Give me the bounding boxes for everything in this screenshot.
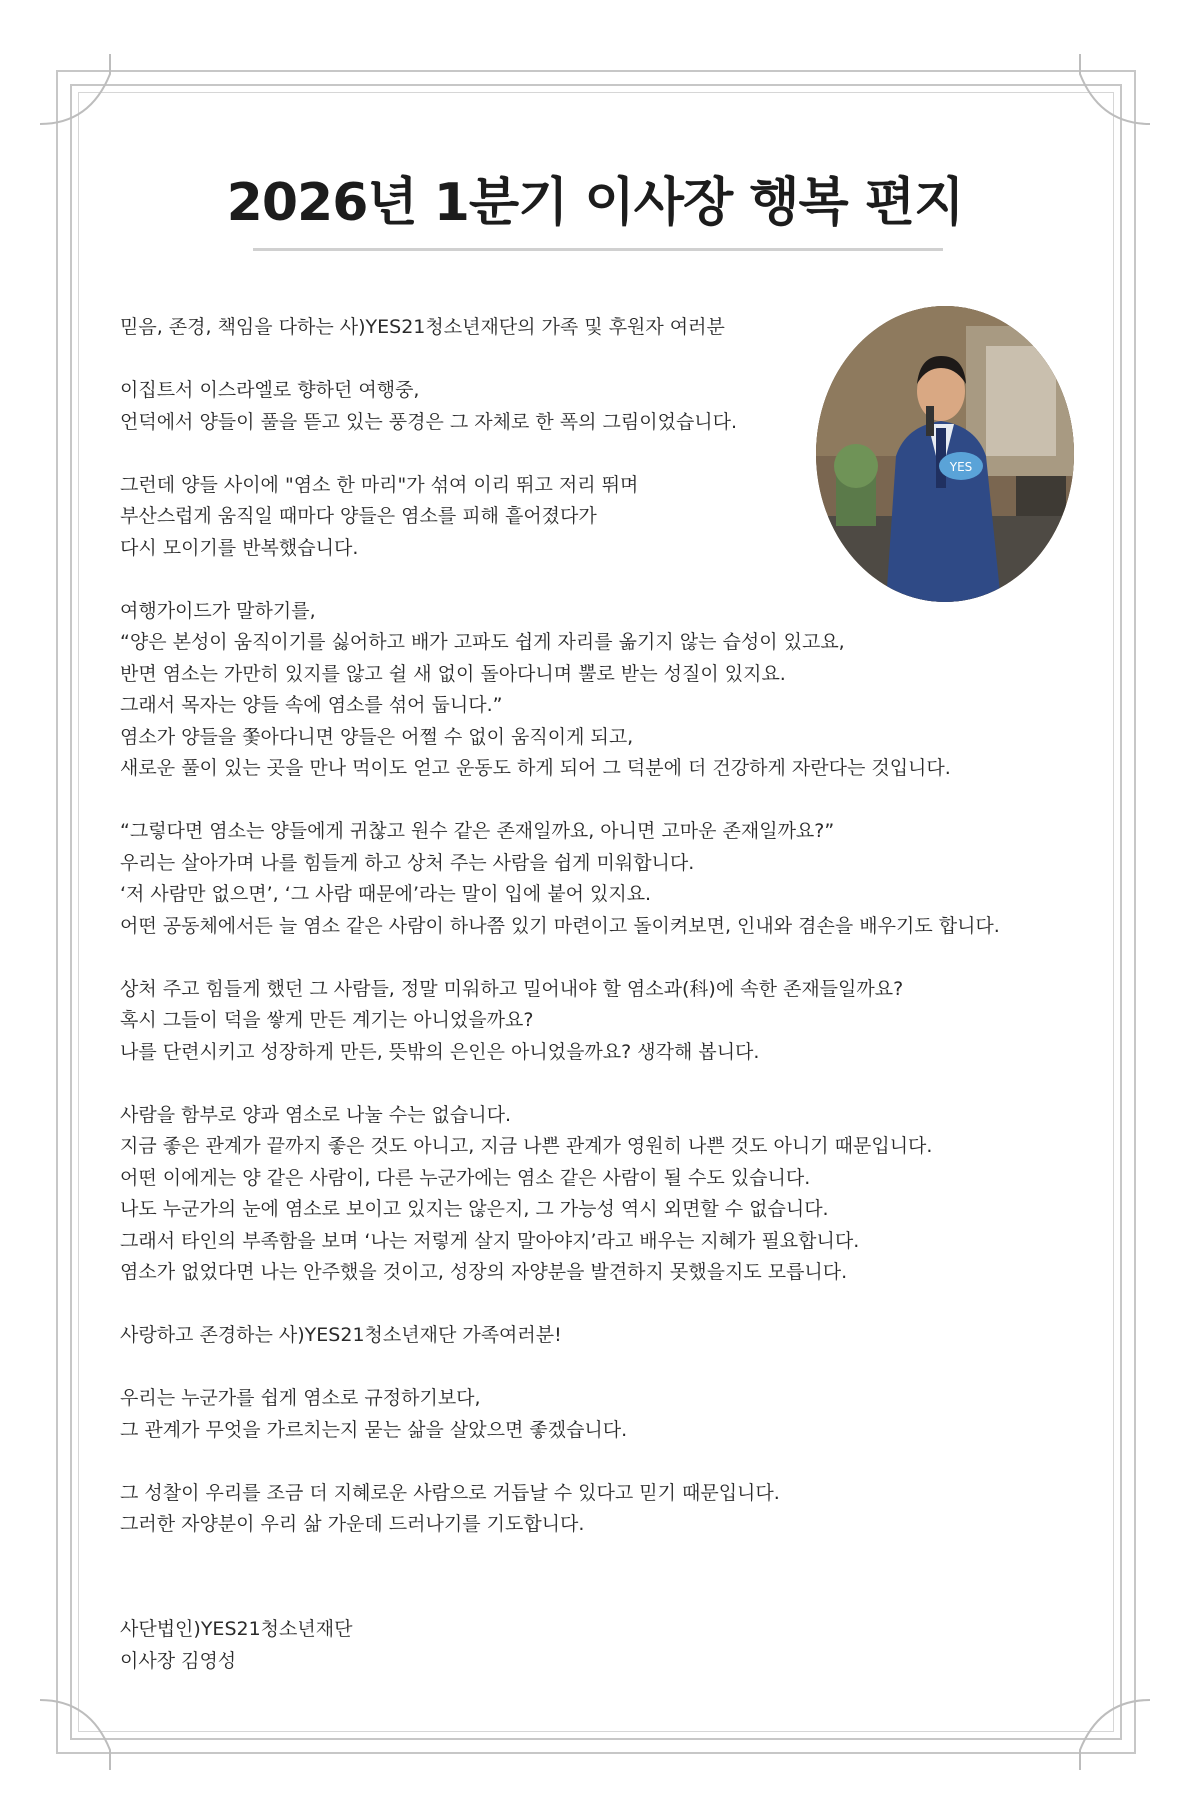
- corner-ornament-icon: [40, 1680, 130, 1770]
- letter-line: 어떤 공동체에서든 늘 염소 같은 사람이 하나쯤 있기 마련이고 돌이켜보면, 인내와 겸손을 배우기도 합니다.: [120, 914, 1000, 937]
- letter-line: 사람을 함부로 양과 염소로 나눌 수는 없습니다.: [120, 1103, 512, 1126]
- corner-ornament-icon: [1060, 1680, 1150, 1770]
- letter-line: 그런데 양들 사이에 "염소 한 마리"가 섞여 이리 뛰고 저리 뛰며: [120, 473, 639, 496]
- letter-paragraph: [120, 1478, 1080, 1541]
- signature-name: 이사장 김영성: [120, 1649, 237, 1672]
- letter-paragraph: [120, 470, 1080, 565]
- letter-paragraph: [120, 312, 1080, 344]
- letter-paragraph: [120, 375, 1080, 438]
- letter-paragraph: [120, 1100, 1080, 1289]
- letter-line: 사랑하고 존경하는 사)YES21청소년재단 가족여러분!: [120, 1324, 562, 1346]
- letter-body: [120, 312, 1080, 1572]
- letter-line: 그래서 목자는 양들 속에 염소를 섞어 둡니다.”: [120, 694, 503, 716]
- letter-line: 상처 주고 힘들게 했던 그 사람들, 정말 미워하고 밀어내야 할 염소과(科)에 속한 존재들일까요?: [120, 977, 904, 1000]
- letter-line: 반면 염소는 가만히 있지를 않고 쉴 새 없이 돌아다니며 뿔로 받는 성질이 있지요.: [120, 662, 786, 685]
- letter-line: 그러한 자양분이 우리 삶 가운데 드러나기를 기도합니다.: [120, 1513, 585, 1535]
- letter-line: 다시 모이기를 반복했습니다.: [120, 536, 359, 559]
- page-title: 2026년 1분기 이사장 행복 편지: [226, 173, 964, 233]
- letter-line: 우리는 살아가며 나를 힘들게 하고 상처 주는 사람을 쉽게 미워합니다.: [120, 851, 695, 874]
- letter-line: 새로운 풀이 있는 곳을 만나 먹이도 얻고 운동도 하게 되어 그 덕분에 더 건강하게 자란다는 것입니다.: [120, 757, 951, 779]
- letter-line: “그렇다면 염소는 양들에게 귀찮고 원수 같은 존재일까요, 아니면 고마운 존재일까요?”: [120, 820, 835, 842]
- letter-line: 어떤 이에게는 양 같은 사람이, 다른 누군가에는 염소 같은 사람이 될 수도 있습니다.: [120, 1166, 811, 1189]
- letter-line: 염소가 양들을 쫓아다니면 양들은 어쩔 수 없이 움직이게 되고,: [120, 725, 634, 748]
- letter-line: 여행가이드가 말하기를,: [120, 599, 316, 622]
- letter-line: 나를 단련시키고 성장하게 만든, 뜻밖의 은인은 아니었을까요? 생각해 봅니다.: [120, 1040, 760, 1063]
- title-divider: [253, 248, 943, 251]
- letter-line: 믿음, 존경, 책임을 다하는 사)YES21청소년재단의 가족 및 후원자 여러분: [120, 316, 725, 338]
- letter-line: 염소가 없었다면 나는 안주했을 것이고, 성장의 자양분을 발견하지 못했을지도 모릅니다.: [120, 1261, 848, 1283]
- letter-paragraph: [120, 974, 1080, 1069]
- corner-ornament-icon: [40, 54, 130, 144]
- letter-line: 그 성찰이 우리를 조금 더 지혜로운 사람으로 거듭날 수 있다고 믿기 때문입니다.: [120, 1481, 780, 1504]
- letter-line: 혹시 그들이 덕을 쌓게 만든 계기는 아니었을까요?: [120, 1009, 534, 1031]
- letter-line: “양은 본성이 움직이기를 싫어하고 배가 고파도 쉽게 자리를 옮기지 않는 습성이 있고요,: [120, 631, 845, 653]
- letter-line: 이집트서 이스라엘로 향하던 여행중,: [120, 379, 420, 401]
- corner-ornament-icon: [1060, 54, 1150, 144]
- letter-paragraph: [120, 596, 1080, 785]
- letter-line: 부산스럽게 움직일 때마다 양들은 염소를 피해 흩어졌다가: [120, 505, 597, 527]
- letter-line: 나도 누군가의 눈에 염소로 보이고 있지는 않은지, 그 가능성 역시 외면할 수 없습니다.: [120, 1198, 829, 1220]
- letter-line: 그 관계가 무엇을 가르치는지 묻는 삶을 살았으면 좋겠습니다.: [120, 1418, 628, 1441]
- letter-line: 지금 좋은 관계가 끝까지 좋은 것도 아니고, 지금 나쁜 관계가 영원히 나쁜 것도 아니기 때문입니다.: [120, 1135, 933, 1157]
- letter-line: 우리는 누군가를 쉽게 염소로 규정하기보다,: [120, 1387, 481, 1409]
- signature-block: [120, 1614, 352, 1677]
- letter-line: 그래서 타인의 부족함을 보며 ‘나는 저렇게 살지 말아야지’라고 배우는 지혜가 필요합니다.: [120, 1229, 860, 1252]
- letter-line: ‘저 사람만 없으면’, ‘그 사람 때문에’라는 말이 입에 붙어 있지요.: [120, 883, 652, 905]
- letter-paragraph: [120, 816, 1080, 942]
- letter-paragraph: [120, 1383, 1080, 1446]
- signature-org: 사단법인)YES21청소년재단: [120, 1618, 353, 1640]
- letter-line: 언덕에서 양들이 풀을 뜯고 있는 풍경은 그 자체로 한 폭의 그림이었습니다.: [120, 410, 738, 433]
- letter-paragraph: [120, 1320, 1080, 1352]
- svg-text:YES: YES: [949, 460, 973, 474]
